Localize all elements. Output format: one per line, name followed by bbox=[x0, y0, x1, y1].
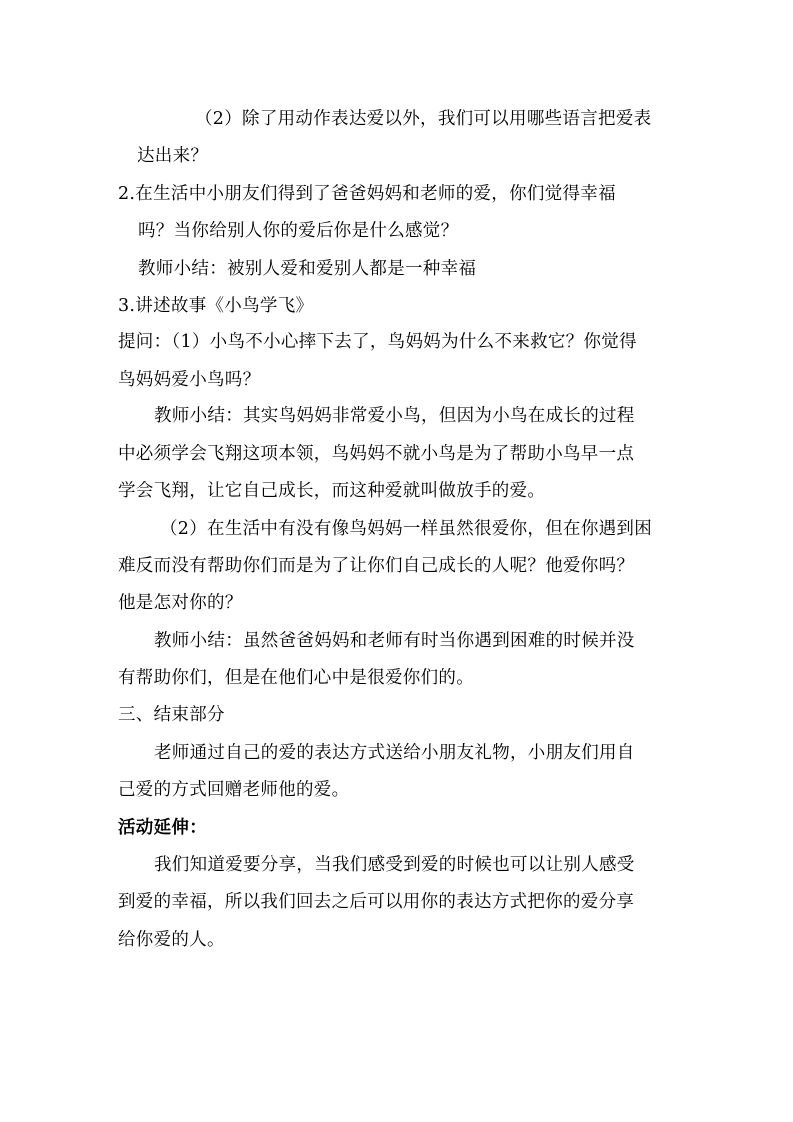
teacher-summary-line: 教师小结：其实鸟妈妈非常爱小鸟，但因为小鸟在成长的过程 bbox=[154, 406, 635, 426]
paragraph-line: 鸟妈妈爱小鸟吗？ bbox=[118, 370, 261, 390]
paragraph-line: 给你爱的人。 bbox=[118, 930, 225, 950]
paragraph-line: 难反而没有帮助你们而是为了让你们自己成长的人呢？他爱你吗？ bbox=[118, 556, 635, 576]
paragraph-line: 吗？当你给别人你的爱后你是什么感觉？ bbox=[138, 221, 459, 241]
section-heading: 三、结束部分 bbox=[118, 705, 225, 725]
paragraph-line: 老师通过自己的爱的表达方式送给小朋友礼物，小朋友们用自 bbox=[154, 743, 635, 763]
paragraph-line: 2.在生活中小朋友们得到了爸爸妈妈和老师的爱，你们觉得幸福 bbox=[118, 184, 616, 204]
paragraph-line: （2）在生活中有没有像鸟妈妈一样虽然很爱你，但在你遇到困 bbox=[160, 519, 653, 539]
paragraph-line: 达出来？ bbox=[137, 146, 209, 166]
paragraph-line: （2）除了用动作表达爱以外，我们可以用哪些语言把爱表 bbox=[195, 109, 652, 129]
paragraph-line: 中必须学会飞翔这项本领，鸟妈妈不就小鸟是为了帮助小鸟早一点 bbox=[118, 444, 635, 464]
paragraph-line: 他是怎对你的？ bbox=[118, 593, 243, 613]
paragraph-line: 我们知道爱要分享，当我们感受到爱的时候也可以让别人感受 bbox=[154, 855, 635, 875]
teacher-summary-line: 教师小结：虽然爸爸妈妈和老师有时当你遇到困难的时候并没 bbox=[154, 631, 635, 651]
paragraph-line: 学会飞翔，让它自己成长，而这种爱就叫做放手的爱。 bbox=[118, 481, 546, 501]
paragraph-line: 有帮助你们，但是在他们心中是很爱你们的。 bbox=[118, 668, 474, 688]
paragraph-line: 到爱的幸福，所以我们回去之后可以用你的表达方式把你的爱分享 bbox=[118, 892, 635, 912]
teacher-summary-line: 教师小结：被别人爱和爱别人都是一种幸福 bbox=[138, 259, 477, 279]
section-heading: 3.讲述故事《小鸟学飞》 bbox=[118, 296, 314, 316]
paragraph-line: 己爱的方式回赠老师他的爱。 bbox=[118, 780, 350, 800]
paragraph-line: 提问：（1）小鸟不小心摔下去了，鸟妈妈为什么不来救它？你觉得 bbox=[118, 332, 637, 352]
activity-extension-heading: 活动延伸： bbox=[118, 818, 207, 838]
